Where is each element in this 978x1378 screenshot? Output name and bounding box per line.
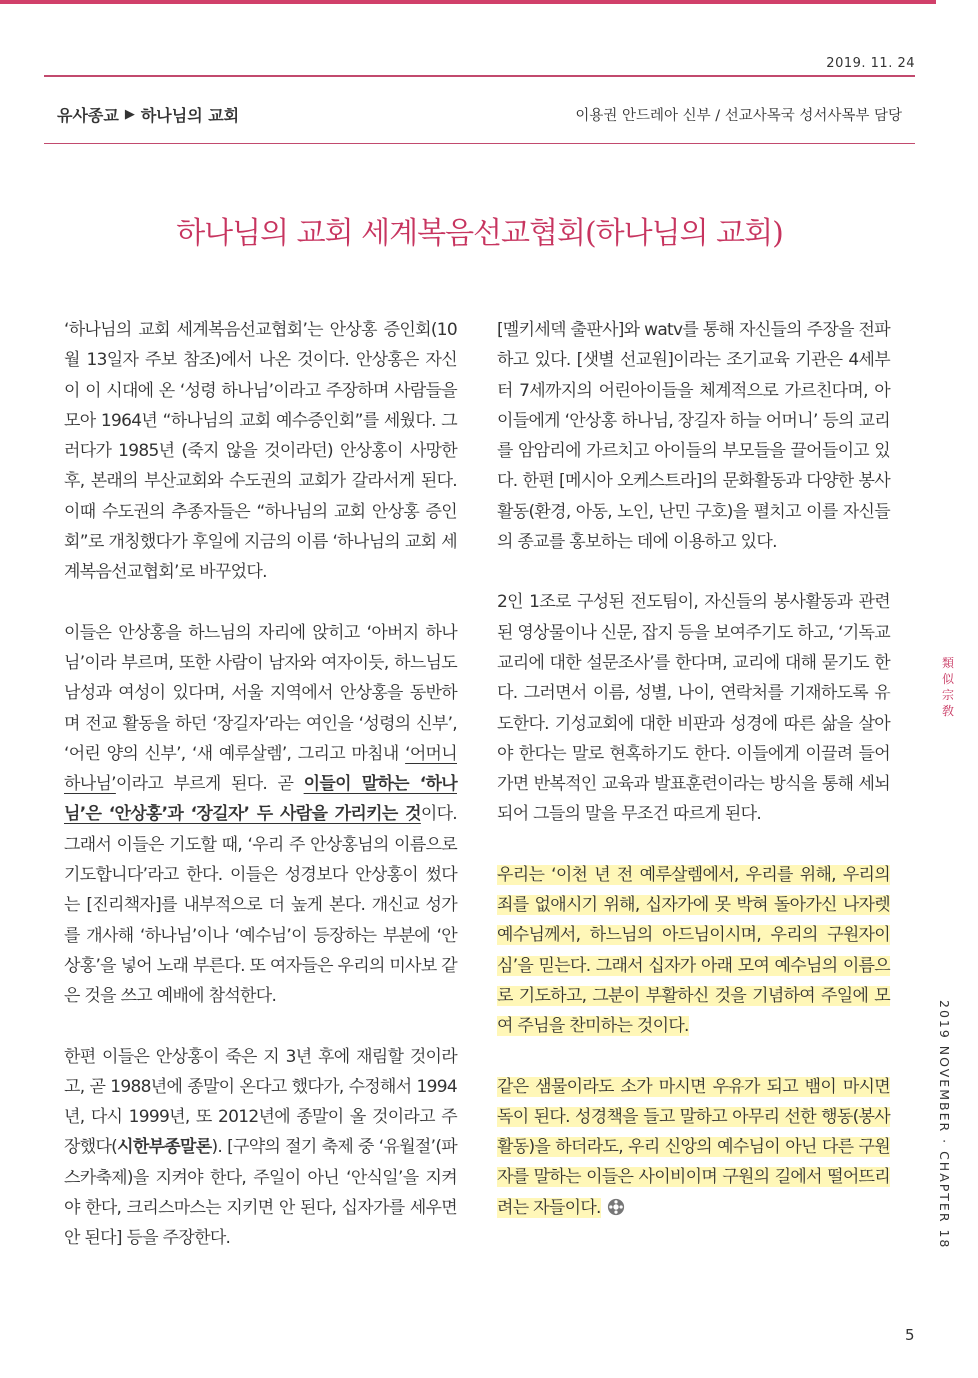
right-paragraph-3 [497, 860, 890, 1042]
right-paragraph-1: [멜키세덱 출판사]와 watv를 통해 자신들의 주장을 전파하고 있다. [샛별 선교원]이라는 조기교육 기관은 4세부터 7세까지의 어린아이들을 체계적으로 가르친다며, 아이들에게 ‘안상홍 하나님, 장길자 하늘 어머니’ 등의 교리를 암암리에 가르치고 아이들의 부모들을 끌어들이고 있다. 한편 [메시아 오케스트라]의 문화활동과 다양한 봉사활동(환경, 아동, 노인, 난민 구호)을 펼치고 이를 자신들의 종교를 홍보하는 데에 이용하고 있다. [497, 320, 890, 553]
breadcrumb [57, 103, 239, 126]
left-p2-text-a: 이들은 안상홍을 하느님의 자리에 앉히고 ‘아버지 하나님’이라 부르며, 또한 사람이 남자와 여자이듯, 하느님도 남성과 여성이 있다며, 서울 지역에서 안상홍을 동반하며 전교 활동을 하던 ‘장길자’라는 여인을 ‘성령의 신부’, ‘어린 양의 신부’, ‘새 예루살렘’, 그리고 마침내 [64, 622, 457, 764]
highlighted-faith-statement: 우리는 ‘이천 년 전 예루살렘에서, 우리를 위해, 우리의 죄를 없애시기 위해, 십자가에 못 박혀 돌아가신 나자렛 예수님께서, 하느님의 아드님이시며, 우리의 구원자이심’을 믿는다. 그래서 십자가 아래 모여 예수님의 이름으로 기도하고, 그분이 부활하신 것을 기념하여 주일에 모여 주님을 찬미하는 것이다. [497, 864, 890, 1037]
right-paragraph-4 [497, 1072, 890, 1223]
breadcrumb-section: 유사종교 [57, 106, 119, 125]
vertical-section-label: 類 似 宗 敎 [941, 656, 954, 718]
vertical-issue-label: 2019 NOVEMBER · CHAPTER 18 [937, 1000, 952, 1250]
article-title: 하나님의 교회 세계복음선교협회(하나님의 교회) [176, 216, 783, 251]
left-paragraph-1: ‘하나님의 교회 세계복음선교협회’는 안상홍 증인회(10월 13일자 주보 참조)에서 나온 것이다. 안상홍은 자신이 이 시대에 온 ‘성령 하나님’이라고 주장하며 사람들을 모아 1964년 “하나님의 교회 예수증인회”를 세웠다. 그러다가 1985년 (죽지 않을 것이라던) 안상홍이 사망한 후, 본래의 부산교회와 수도권의 교회가 갈라서게 된다. 이때 수도권의 추종자들은 “하나님의 교회 안상홍 증인회”로 개칭했다가 후일에 지금의 이름 ‘하나님의 교회 세계복음선교협회’로 바꾸었다. [64, 320, 457, 583]
left-p2-underlined: ‘어머니 하나님’ [64, 743, 457, 795]
author-credit: 이용권 안드레아 신부 / 선교사목국 성서사목부 담당 [575, 108, 902, 124]
right-paragraph-2: 2인 1조로 구성된 전도팀이, 자신들의 봉사활동과 관련된 영상물이나 신문, 잡지 등을 보여주기도 하고, ‘기독교 교리에 대한 설문조사’를 한다며, 교리에 대해 묻기도 한다. 그러면서 이름, 성별, 나이, 연락처를 기재하도록 유도한다. 기성교회에 대한 비판과 성경에 따른 삶을 살아야 한다는 말로 현혹하기도 한다. 이들에게 이끌려 들어가면 반복적인 교육과 발표훈련이라는 방식을 통해 세뇌되어 그들의 말을 무조건 따르게 된다. [497, 592, 890, 825]
end-mark-icon [607, 1198, 625, 1216]
issue-date: 2019. 11. 24 [826, 56, 915, 71]
left-p3-bold: 시한부종말론 [117, 1137, 212, 1158]
breadcrumb-arrow-icon: ▶ [124, 107, 135, 122]
article-column-right [497, 315, 890, 1253]
header-rule-top [44, 75, 915, 77]
left-paragraph-3 [64, 1042, 457, 1254]
left-p3-text-a: 한편 이들은 안상홍이 죽은 지 3년 후에 재림할 것이라고, 곧 1988년에 종말이 온다고 했다가, 수정해서 1994년, 다시 1999년, 또 2012년에 종말이 올 것이라고 주장했다( [64, 1046, 457, 1158]
left-p2-emphasis: 이들이 말하는 ‘하나님’은 ‘안상홍’과 ‘장길자’ 두 사람을 가리키는 것 [64, 774, 457, 825]
article-column-left [64, 315, 457, 1284]
left-p3-text-b: ). [구약의 절기 축제 중 ‘유월절’(파스카축제)을 지켜야 한다, 주일이 아닌 ‘안식일’을 지켜야 한다, 크리스마스는 지키면 안 된다, 십자가를 세우면 안 된다] 등을 주장한다. [64, 1137, 457, 1249]
highlighted-conclusion: 같은 샘물이라도 소가 마시면 우유가 되고 뱀이 마시면 독이 된다. 성경책을 들고 말하고 아무리 선한 행동(봉사활동)을 하더라도, 우리 신앙의 예수님이 아닌 다른 구원자를 말하는 이들은 사이비이며 구원의 길에서 떨어뜨리려는 자들이다. [497, 1076, 891, 1218]
breadcrumb-page: 하나님의 교회 [140, 106, 240, 125]
top-accent-bar [0, 0, 936, 4]
header-rule-bottom [44, 143, 915, 144]
page-number: 5 [905, 1326, 915, 1344]
left-p2-text-b: 이라고 부르게 된다. 곧 [115, 774, 304, 795]
left-paragraph-2 [64, 618, 457, 1012]
left-p2-text-c: 이다. 그래서 이들은 기도할 때, ‘우리 주 안상홍님의 이름으로 기도합니다’라고 한다. 이들은 성경보다 안상홍이 썼다는 [진리책자]를 내부적으로 더 높게 본다. 개신교 성가를 개사해 ‘하나님’이나 ‘예수님’이 등장하는 부분에 ‘안상홍’을 넣어 노래 부른다. 또 여자들은 우리의 미사보 같은 것을 쓰고 예배에 참석한다. [64, 804, 457, 1007]
